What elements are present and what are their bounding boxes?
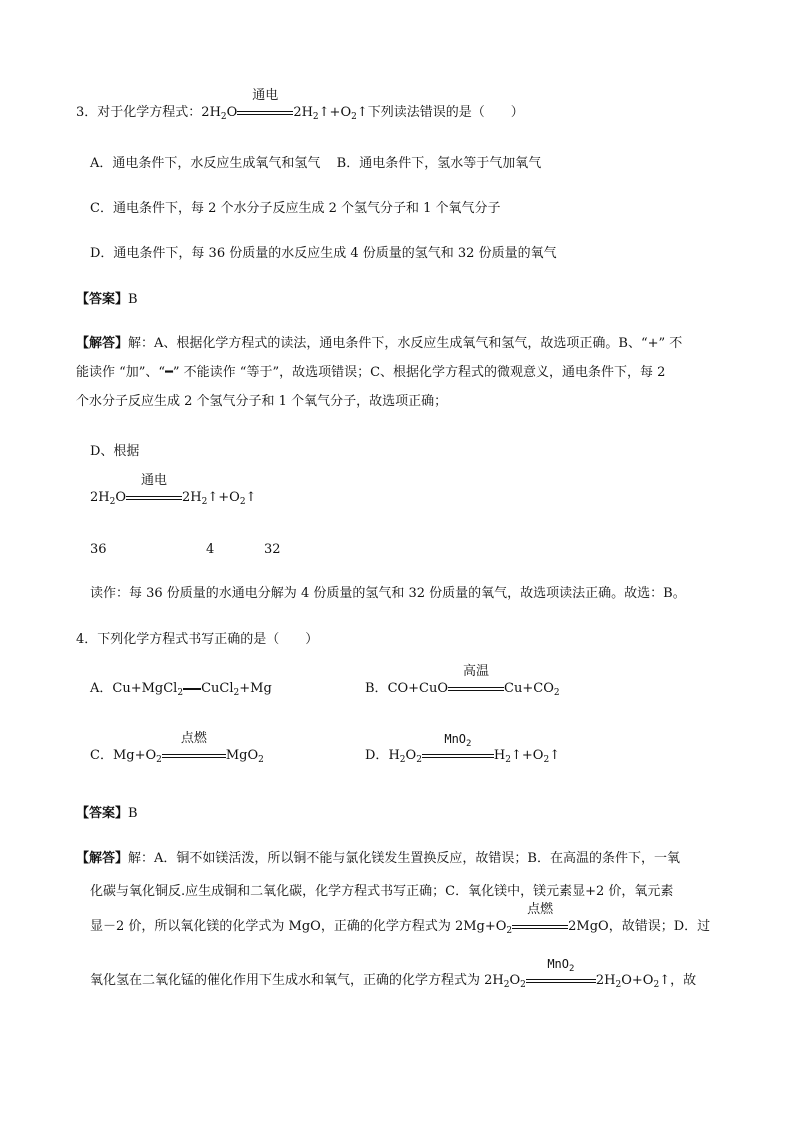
q4-explain-line2: 化碳与氧化铜反.应生成铜和二氧化碳，化学方程式书写正确；C．氧化镁中，镁元素显+2 价，氧元素 [90,884,674,899]
q3-options-ab [90,154,541,174]
q3-reading: 读作：每 36 份质量的水通电分解为 4 份质量的氢气和 32 份质量的氧气，故选项读法正确。故选：B。 [90,586,686,601]
q3-mass-32: 32 [264,542,281,557]
q4-option-d: D．$H_2O_2$ MnO$_2$ $H_2↑+O_2↑$ [365,732,561,765]
q3-option-d: D．通电条件下，每 36 份质量的水反应生成 4 份质量的氢气和 32 份质量的氧气 [90,246,557,261]
q3-mass-4: 4 [206,542,215,557]
q3-equation-repeat: $2H_2O$ 通电 $2H_2↑+O_2↑$ [90,473,257,507]
q3-answer: 【答案】B [76,292,138,307]
condition-arrow: 点燃 [512,917,568,937]
q3-stem: 3．对于化学方程式：$2H_2O$ 通电 $2H_2↑+O_2↑$下列读法错误的是（ ） [76,88,524,122]
q4-explain-line3: 显－2 价，所以氧化镁的化学式为 MgO，正确的化学方程式为 $2Mg+O_2$ 点燃 2MgO，故错误；D．过 [90,902,711,936]
condition-arrow: MnO$_2$ [526,971,596,991]
q4-stem: 4．下列化学方程式书写正确的是（ ） [76,632,319,647]
condition-arrow: 点燃 [162,746,226,766]
q4-option-a: A．Cu+MgCl$_2$ CuCl$_2$+Mg [90,681,272,698]
q3-explain-line1: 【解答】解：A、根据化学方程式的读法，通电条件下，水反应生成氧气和氢气，故选项正确。B、“+” 不 [76,336,683,351]
q3-option-c: C．通电条件下，每 2 个水分子反应生成 2 个氢气分子和 1 个氧气分子 [90,201,501,216]
q3-explain-line2: 能读作 “加”、“━” 不能读作 “等于”，故选项错误；C、根据化学方程式的微观意义，通电条件下，每 2 [76,365,666,380]
condition-arrow: MnO$_2$ [422,746,494,766]
q3-d-basis: D、根据 [90,444,140,459]
q4-option-c: C．$Mg+O_2$ 点燃 MgO$_2$ [90,731,264,765]
condition-arrow: 通电 [237,103,293,123]
q4-option-b: B．CO+CuO 高温 $Cu+CO_2$ [365,664,560,698]
q3-option-b: B．通电条件下，氢水等于气加氧气 [336,156,542,171]
q3-equation: $2H_2O$ 通电 $2H_2↑+O_2↑$ [201,88,368,122]
q4-explain-line1: 【解答】解：A．铜不如镁活泼，所以铜不能与氯化镁发生置换反应，故错误；B．在高温的条件下，一氧 [76,851,680,866]
q3-option-a: A．通电条件下，水反应生成氧气和氢气 [90,156,321,171]
q3-explain-line3: 个水分子反应生成 2 个氢气分子和 1 个氧气分子，故选项正确； [76,394,448,409]
condition-arrow: 高温 [448,679,504,699]
equals-bar [183,688,201,690]
q4-explain-line4: 氧化氢在二氧化锰的催化作用下生成水和氧气，正确的化学方程式为 $2H_2O_2$ MnO$_2$ $2H_2O+O_2↑$，故 [90,957,697,990]
q3-mass-36: 36 [90,542,107,557]
q4-answer: 【答案】B [76,806,138,821]
condition-arrow: 通电 [126,488,182,508]
